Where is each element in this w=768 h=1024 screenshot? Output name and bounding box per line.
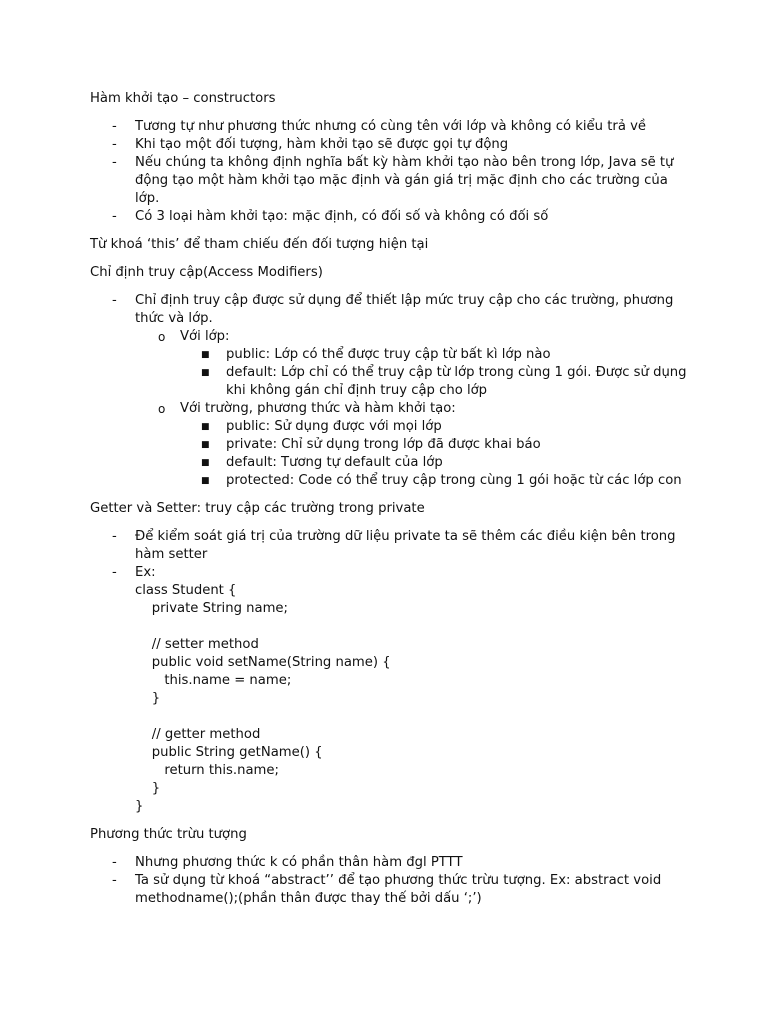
heading-access-modifiers: Chỉ định truy cập(Access Modifiers) [90,265,323,280]
square-bullet-icon: ■ [201,476,210,486]
heading-abstract-methods: Phương thức trừu tượng [90,827,247,842]
code-line: } [135,781,161,796]
list-item-text: Nhưng phương thức k có phần thân hàm đgl PTTT [135,855,463,870]
sub-list-item-class [90,328,690,346]
list-item-text: public: Sử dụng được với mọi lớp [226,419,442,434]
square-bullet-icon: ■ [201,368,210,378]
dash-marker: - [112,119,117,134]
code-line: public String getName() { [135,745,323,760]
list-item [90,136,690,154]
list-item-text: Nếu chúng ta không định nghĩa bất kỳ hàm khởi tạo nào bên trong lớp, Java sẽ tự động tạo một hàm khởi tạo mặc định và gán giá trị mặc định cho các trường của lớp. [135,155,674,206]
list-item [90,854,690,872]
list-item-text: Có 3 loại hàm khởi tạo: mặc định, có đối số và không có đối số [135,209,549,224]
square-bullet-icon: ■ [201,440,210,450]
dash-marker: - [112,293,117,308]
square-bullet-icon: ■ [201,422,210,432]
sub-list-item-fields [90,400,690,418]
list-item [90,292,690,328]
document-page [90,90,690,908]
code-line: // getter method [135,727,261,742]
dash-marker: - [112,565,117,580]
heading-constructors: Hàm khởi tạo – constructors [90,91,276,106]
list-item-text: default: Tương tự default của lớp [226,455,443,470]
list-item [90,154,690,208]
list-item-text: Khi tạo một đối tượng, hàm khởi tạo sẽ được gọi tự động [135,137,509,152]
access-modifiers-list [90,292,690,490]
dash-marker: - [112,137,117,152]
list-item-text: Với lớp: [180,329,230,344]
getter-setter-list [90,528,690,582]
list-item-text: Với trường, phương thức và hàm khởi tạo: [180,401,456,416]
dash-marker: - [112,873,117,888]
list-item [90,872,690,908]
sub-sub-list-item [90,472,690,490]
dash-marker: - [112,209,117,224]
list-item-text: private: Chỉ sử dụng trong lớp đã được khai báo [226,437,541,452]
list-item-text: public: Lớp có thể được truy cập từ bất kì lớp nào [226,347,551,362]
dash-marker: - [112,855,117,870]
code-line: } [135,691,161,706]
list-item-text: Tương tự như phương thức nhưng có cùng tên với lớp và không có kiểu trả về [135,119,647,134]
code-line: this.name = name; [135,673,292,688]
code-line: private String name; [135,601,288,616]
dash-marker: - [112,529,117,544]
code-line: // setter method [135,637,259,652]
dash-marker: - [112,155,117,170]
list-item-text: default: Lớp chỉ có thể truy cập từ lớp trong cùng 1 gói. Được sử dụng khi không gán chỉ định truy cập cho lớp [226,365,687,398]
list-item-text: Chỉ định truy cập được sử dụng để thiết lập mức truy cập cho các trường, phương thức và lớp. [135,293,674,326]
heading-getter-setter: Getter và Setter: truy cập các trường trong private [90,501,425,516]
code-example [90,582,690,816]
square-bullet-icon: ■ [201,350,210,360]
sub-sub-list-item [90,454,690,472]
code-line [135,708,690,726]
list-item-text: Để kiểm soát giá trị của trường dữ liệu private ta sẽ thêm các điều kiện bên trong hàm setter [135,529,676,562]
constructors-list [90,118,690,226]
sub-sub-list-item [90,346,690,364]
code-line: } [135,799,144,814]
code-line: return this.name; [135,763,279,778]
list-item [90,118,690,136]
list-item [90,564,690,582]
sub-sub-list-item [90,364,690,400]
list-item-text: protected: Code có thể truy cập trong cùng 1 gói hoặc từ các lớp con [226,473,682,488]
code-line [135,618,690,636]
sub-sub-list-item [90,436,690,454]
circle-marker: o [158,402,166,416]
heading-this-keyword: Từ khoá ‘this’ để tham chiếu đến đối tượng hiện tại [90,237,429,252]
list-item [90,208,690,226]
sub-sub-list-item [90,418,690,436]
list-item-text: Ex: [135,565,156,580]
list-item-text: Ta sử dụng từ khoá “abstract’’ để tạo phương thức trừu tượng. Ex: abstract void methodname();(phần thân được thay thế bởi dấu ‘;’) [135,873,662,906]
list-item [90,528,690,564]
abstract-methods-list [90,854,690,908]
code-line: class Student { [135,583,237,598]
circle-marker: o [158,330,166,344]
square-bullet-icon: ■ [201,458,210,468]
code-line: public void setName(String name) { [135,655,391,670]
